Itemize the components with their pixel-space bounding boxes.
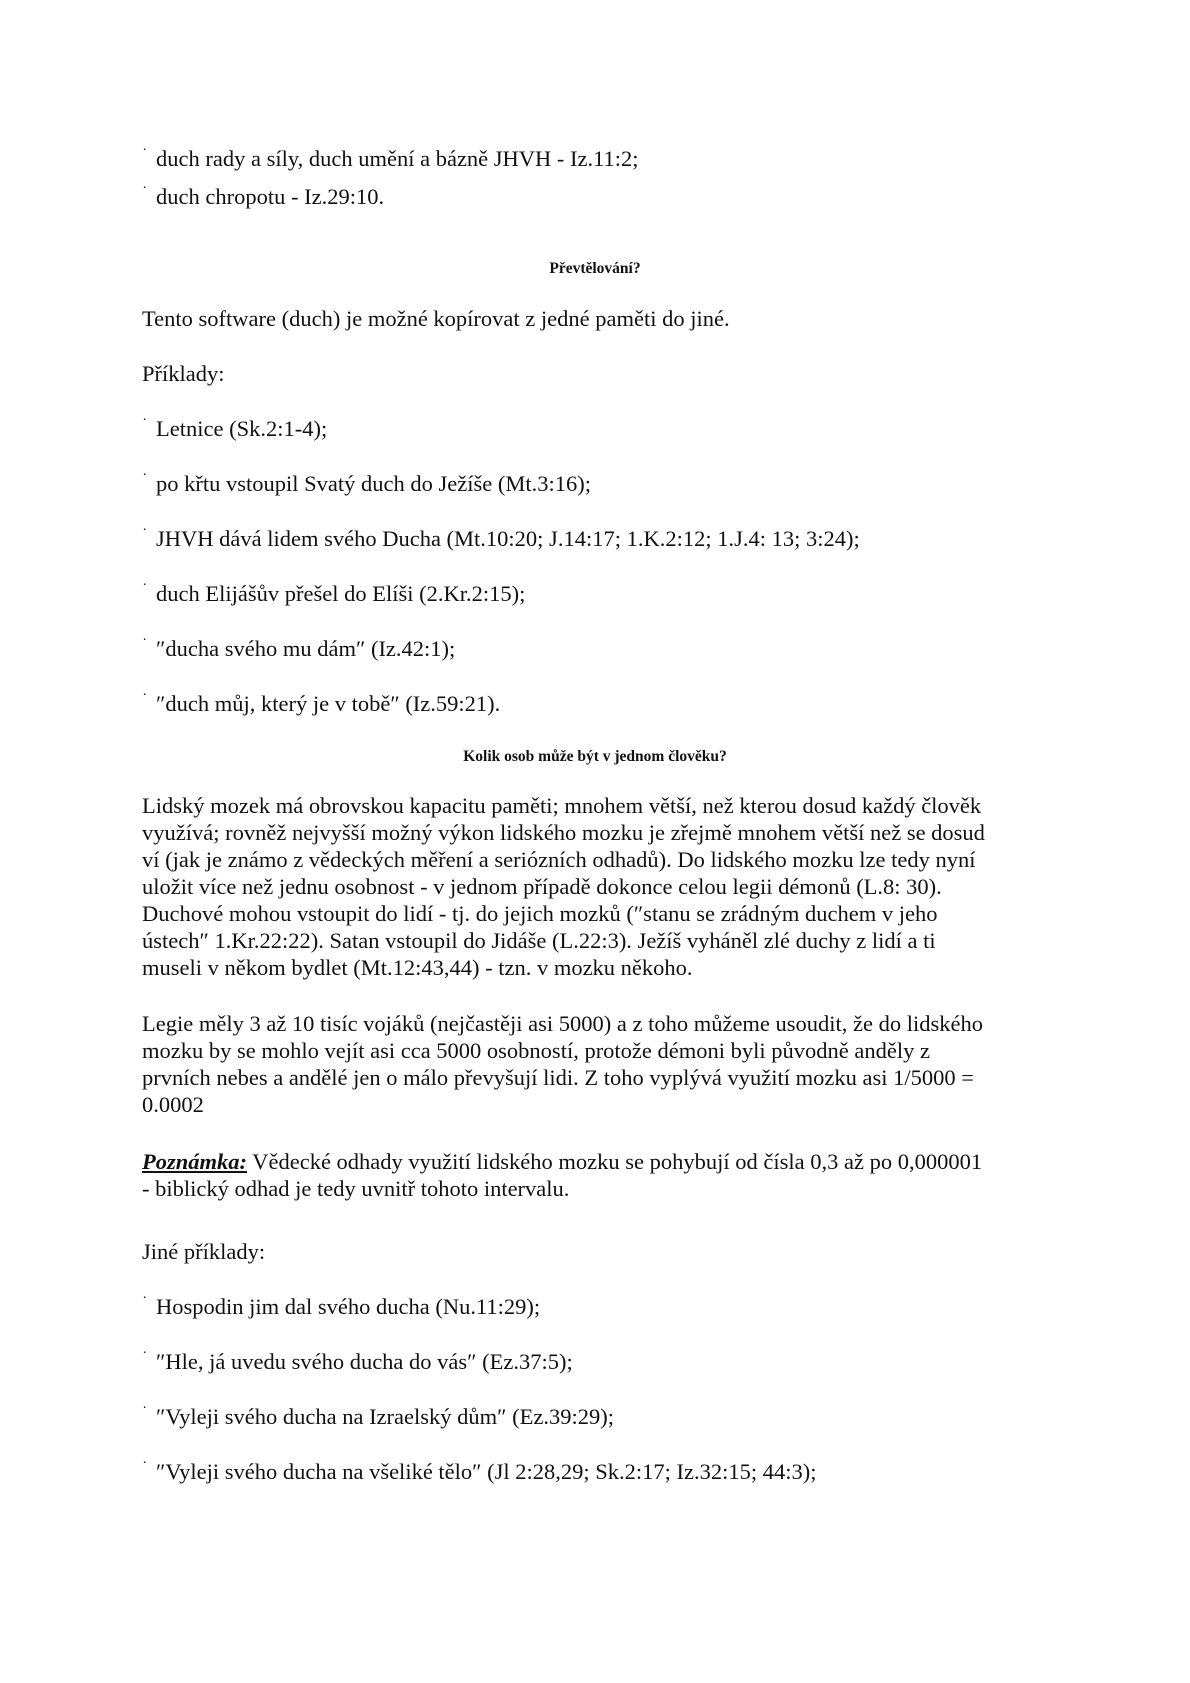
example-text: Hospodin jim dal svého ducha (Nu.11:29); <box>156 1294 541 1319</box>
paragraph-line: mozku by se mohlo vejít asi cca 5000 osobností, protože démoni byli původně anděly z <box>142 1038 930 1063</box>
paragraph-line: uložit více než jednu osobnost - v jednom případě dokonce celou legii démonů (L.8: 30). <box>142 874 942 899</box>
section-heading-reincarnation: Převtělování? <box>549 260 641 277</box>
paragraph-line: ústech″ 1.Kr.22:22). Satan vstoupil do Jidáše (L.22:3). Ježíš vyháněl zlé duchy z lidí a ti <box>142 928 936 953</box>
other-example-item <box>142 1293 540 1320</box>
other-examples-label: Jiné příklady: <box>142 1239 266 1264</box>
bullet-item <box>142 145 639 172</box>
bullet-icon: ˙ <box>142 1349 148 1366</box>
example-text: po křtu vstoupil Svatý duch do Ježíše (Mt.3:16); <box>156 471 591 496</box>
bullet-icon: ˙ <box>142 471 148 488</box>
paragraph-line: Legie měly 3 až 10 tisíc vojáků (nejčastěji asi 5000) a z toho můžeme usoudit, že do lidského <box>142 1011 984 1036</box>
intro-text: Tento software (duch) je možné kopírovat z jedné paměti do jiné. <box>142 306 730 331</box>
example-text: ″Vyleji svého ducha na všeliké tělo″ (Jl 2:28,29; Sk.2:17; Iz.32:15; 44:3); <box>156 1459 817 1484</box>
bullet-icon: ˙ <box>142 691 148 708</box>
section-heading-persons: Kolik osob může být v jednom člověku? <box>463 748 727 765</box>
example-item <box>142 635 455 662</box>
bullet-icon: ˙ <box>142 1404 148 1421</box>
bullet-icon: ˙ <box>142 526 148 543</box>
bullet-icon: ˙ <box>142 184 148 201</box>
example-item <box>142 580 525 607</box>
paragraph-legions <box>142 1010 1062 1118</box>
example-text: Letnice (Sk.2:1-4); <box>156 416 328 441</box>
paragraph-line: Lidský mozek má obrovskou kapacitu paměti; mnohem větší, než kterou dosud každý člověk <box>142 793 982 818</box>
bullet-icon: ˙ <box>142 146 148 163</box>
paragraph-line: museli v někom bydlet (Mt.12:43,44) - tzn. v mozku někoho. <box>142 955 693 980</box>
note-label: Poznámka: <box>142 1149 248 1174</box>
example-text: JHVH dává lidem svého Ducha (Mt.10:20; J.14:17; 1.K.2:12; 1.J.4: 13; 3:24); <box>156 526 860 551</box>
examples-label: Příklady: <box>142 361 225 386</box>
bullet-text: duch chropotu - Iz.29:10. <box>156 184 385 209</box>
paragraph-brain-capacity <box>142 792 1062 981</box>
bullet-icon: ˙ <box>142 1294 148 1311</box>
other-example-item <box>142 1403 614 1430</box>
example-text: duch Elijášův přešel do Elíši (2.Kr.2:15); <box>156 581 526 606</box>
bullet-icon: ˙ <box>142 636 148 653</box>
bullet-item <box>142 183 384 210</box>
example-text: ″duch můj, který je v tobě″ (Iz.59:21). <box>156 691 501 716</box>
note-line-2: - biblický odhad je tedy uvnitř tohoto intervalu. <box>142 1176 570 1201</box>
bullet-text: duch rady a síly, duch umění a bázně JHVH - Iz.11:2; <box>156 146 639 171</box>
paragraph-line: ví (jak je známo z vědeckých měření a seriózních odhadů). Do lidského mozku lze tedy nyní <box>142 847 976 872</box>
bullet-icon: ˙ <box>142 581 148 598</box>
other-example-item <box>142 1348 573 1375</box>
example-item <box>142 470 591 497</box>
example-item <box>142 690 500 717</box>
bullet-icon: ˙ <box>142 416 148 433</box>
note-text: Vědecké odhady využití lidského mozku se pohybují od čísla 0,3 až po 0,000001 <box>247 1149 983 1174</box>
bullet-icon: ˙ <box>142 1459 148 1476</box>
note-paragraph <box>142 1148 1062 1202</box>
note-line-1 <box>142 1148 1062 1175</box>
paragraph-line: prvních nebes a andělé jen o málo převyšují lidi. Z toho vyplývá využití mozku asi 1/5000 = <box>142 1065 974 1090</box>
example-text: ″ducha svého mu dám″ (Iz.42:1); <box>156 636 456 661</box>
example-text: ″Vyleji svého ducha na Izraelský dům″ (Ez.39:29); <box>156 1404 614 1429</box>
paragraph-line: 0.0002 <box>142 1092 204 1117</box>
example-item <box>142 415 327 442</box>
other-example-item <box>142 1458 817 1485</box>
paragraph-line: Duchové mohou vstoupit do lidí - tj. do jejich mozků (″stanu se zrádným duchem v jeho <box>142 901 938 926</box>
example-item <box>142 525 860 552</box>
example-text: ″Hle, já uvedu svého ducha do vás″ (Ez.37:5); <box>156 1349 573 1374</box>
paragraph-line: využívá; rovněž nejvyšší možný výkon lidského mozku je zřejmě mnohem větší než se dosud <box>142 820 985 845</box>
